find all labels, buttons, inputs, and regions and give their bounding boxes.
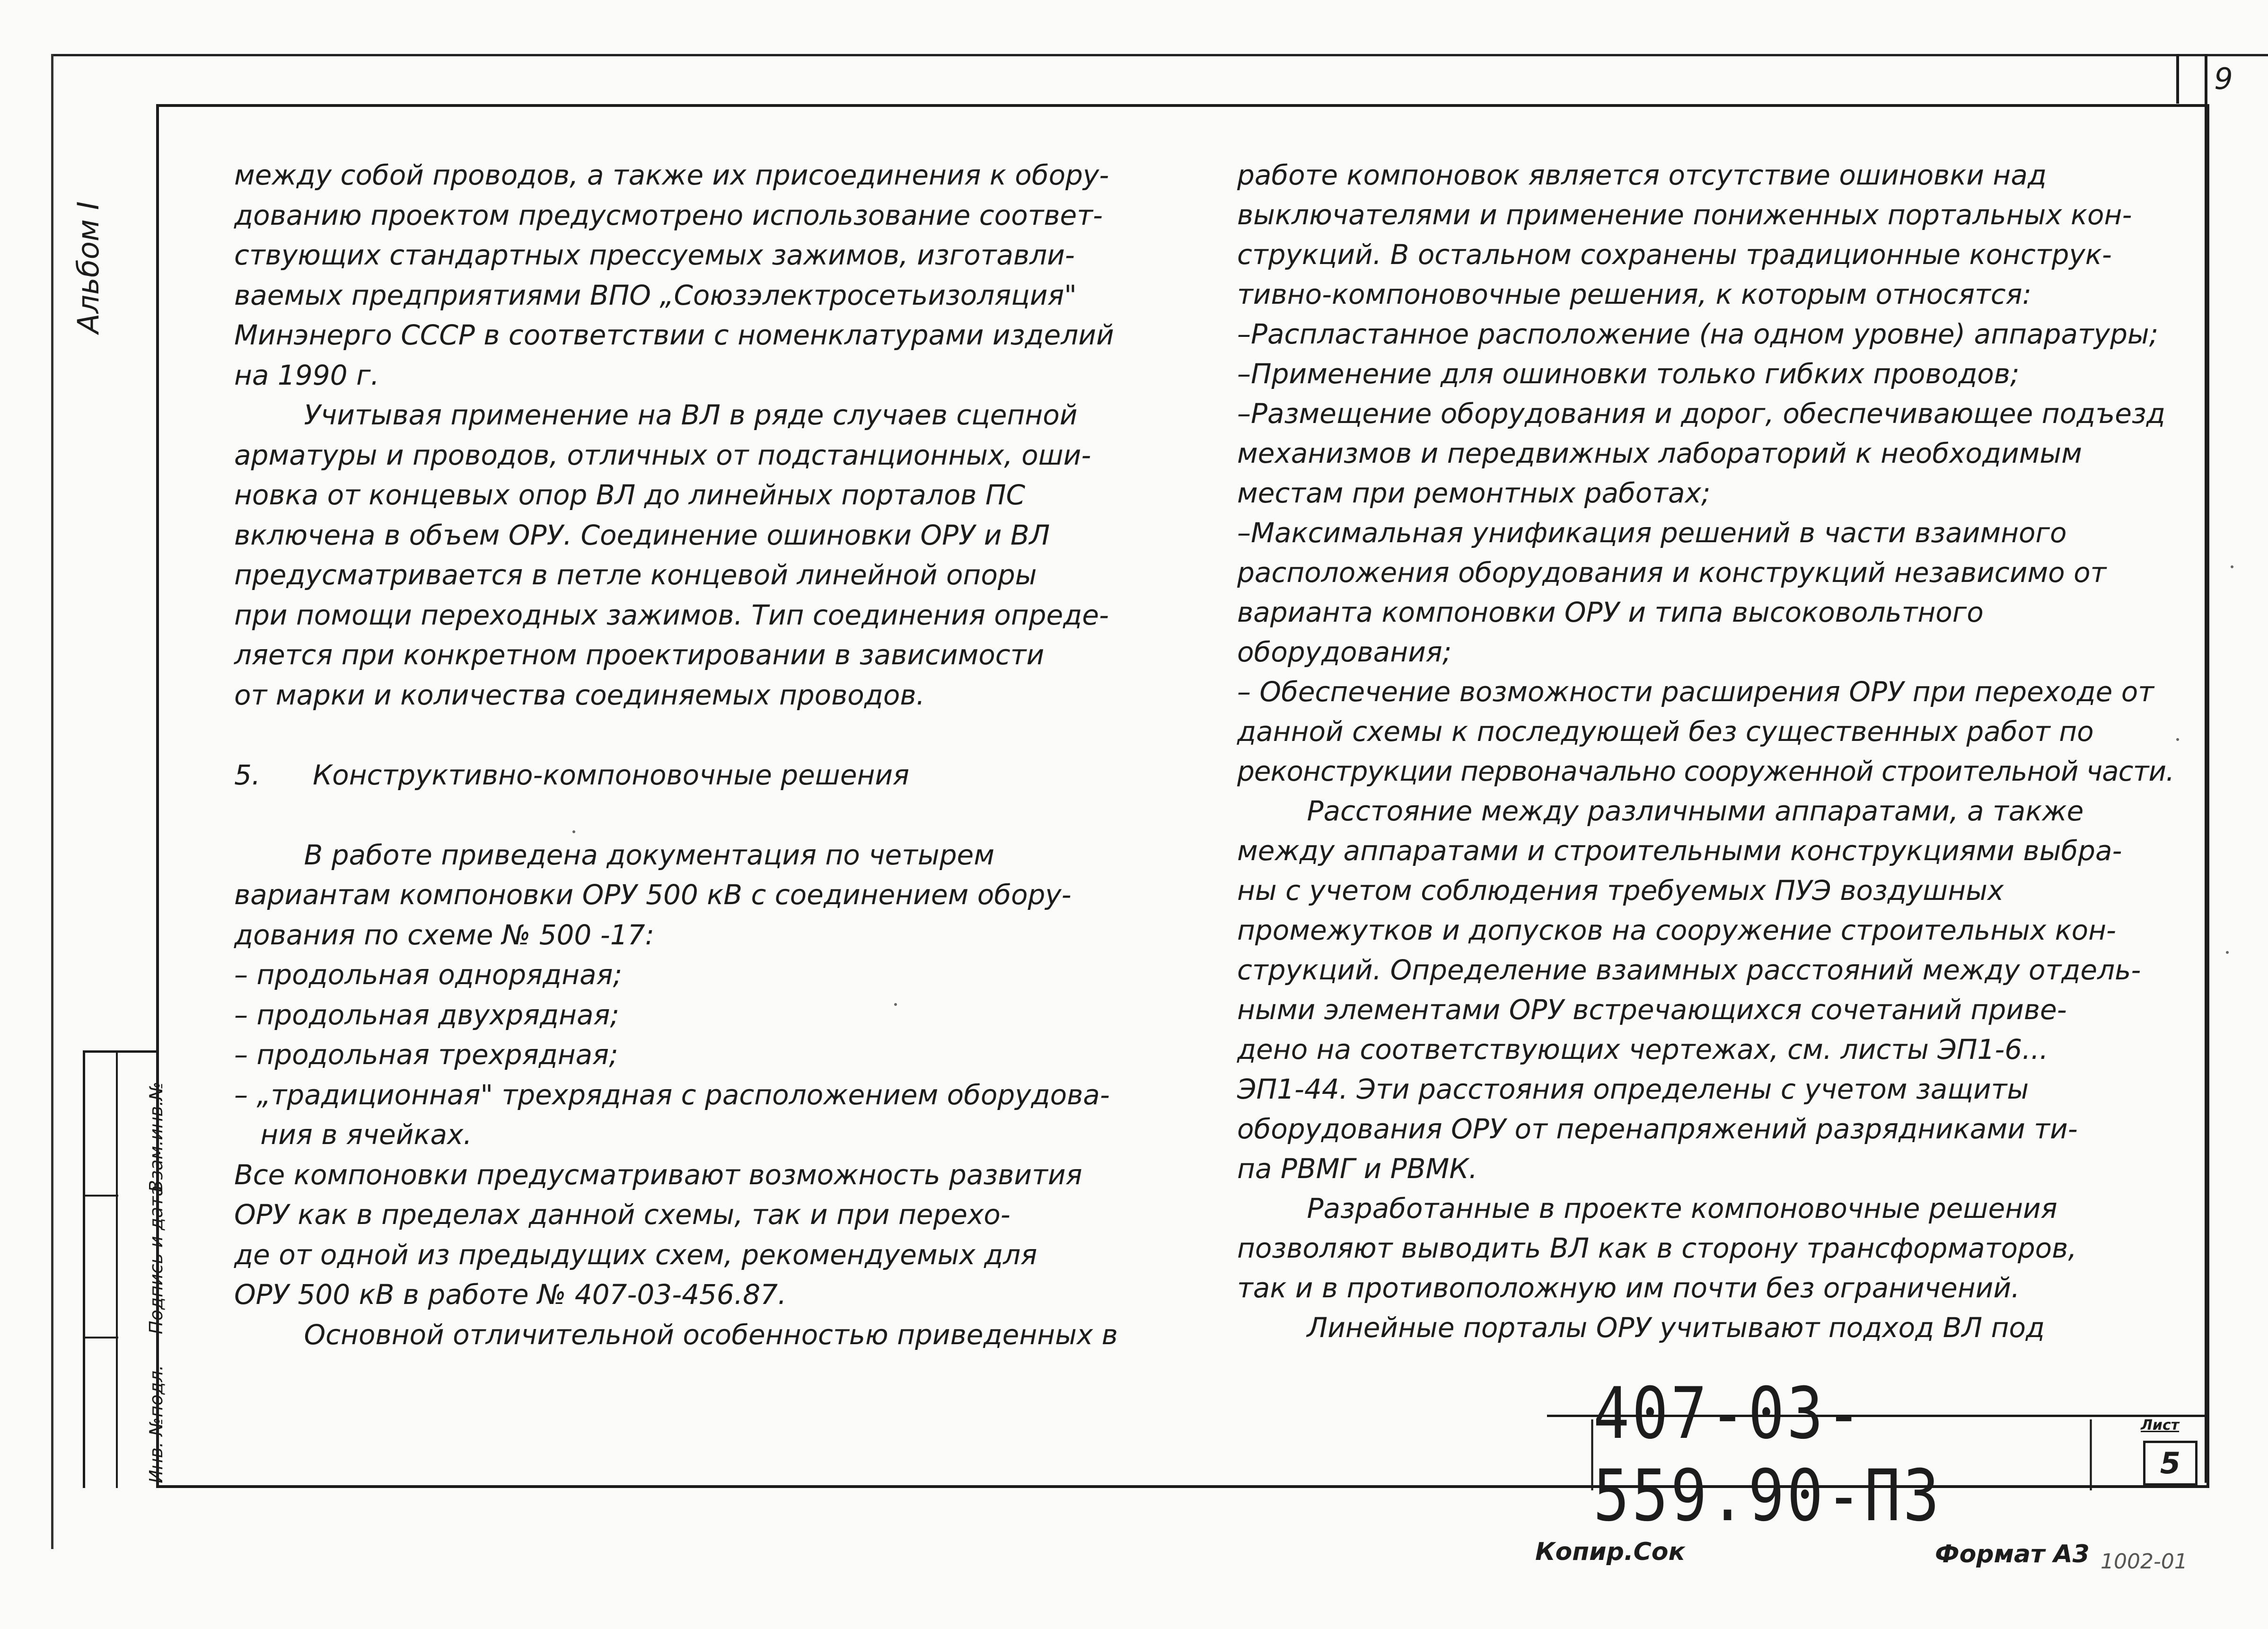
list-item: – „традиционная" трехрядная с расположением оборудова- (234, 1078, 1110, 1111)
left-text-column (234, 155, 1124, 1355)
text-line: ными элементами ОРУ встречающихся сочетаний приве- (1237, 994, 2067, 1026)
list-item: – продольная двухрядная; (234, 998, 619, 1031)
text-line: реконструкции первоначально сооруженной строительной части. (1237, 755, 2174, 787)
text-line: Минэнерго СССР в соответствии с номенклатурами изделий (234, 319, 1114, 351)
section-heading: 5. Конструктивно-компоновочные решения (234, 758, 910, 791)
text-line: выключателями и применение пониженных портальных кон- (1237, 199, 2132, 231)
text-line: ОРУ как в пределах данной схемы, так и при перехо- (234, 1198, 1011, 1231)
text-line: позволяют выводить ВЛ как в сторону трансформаторов, (1237, 1232, 2077, 1264)
text-line: ны с учетом соблюдения требуемых ПУЭ воздушных (1237, 874, 2004, 907)
scan-speck (894, 1003, 897, 1006)
document-code: 407-03-559.90-ПЗ (1591, 1419, 2092, 1490)
text-line: арматуры и проводов, отличных от подстанционных, оши- (234, 439, 1091, 471)
list-item: –Распластанное расположение (на одном уровне) аппаратуры; (1237, 318, 2159, 350)
sidebar-divider (85, 1337, 118, 1338)
text-line: Все компоновки предусматривают возможность развития (234, 1158, 1082, 1191)
text-line: дено на соответствующих чертежах, см. листы ЭП1-6... (1237, 1033, 2048, 1065)
text-line: расположения оборудования и конструкций независимо от (1237, 556, 2107, 589)
text-line: ЭП1-44. Эти расстояния определены с учетом защиты (1237, 1073, 2029, 1105)
text-line: па РВМГ и РВМК. (1237, 1153, 1478, 1185)
text-line: при помощи переходных зажимов. Тип соединения опреде- (234, 599, 1109, 631)
list-item: –Максимальная унификация решений в части взаимного (1237, 517, 2067, 549)
text-line: данной схемы к последующей без существенных работ по (1237, 715, 2094, 748)
list-item: – Обеспечение возможности расширения ОРУ при переходе от (1237, 676, 2154, 708)
text-line: Учитывая применение на ВЛ в ряде случаев сцепной (234, 399, 1078, 431)
text-line: новка от концевых опор ВЛ до линейных порталов ПС (234, 479, 1026, 511)
text-line: Расстояние между различными аппаратами, а также (1237, 795, 2084, 827)
text-line: между собой проводов, а также их присоединения к обору- (234, 159, 1109, 191)
text-line: Линейные порталы ОРУ учитывают подход ВЛ под (1237, 1312, 2045, 1344)
text-line: дованию проектом предусмотрено использование соответ- (234, 199, 1103, 231)
text-line: от марки и количества соединяемых проводов. (234, 678, 925, 711)
sidebar-divider (116, 1053, 118, 1488)
sidebar-divider (85, 1195, 118, 1197)
right-text-column (1237, 155, 2174, 1347)
copied-by: Копир.Сок (1535, 1538, 1685, 1566)
frame-right-edge (2205, 54, 2207, 1483)
sheet-label: Лист (2141, 1417, 2180, 1434)
text-line: варианта компоновки ОРУ и типа высоковольтного (1237, 596, 1984, 628)
paper-format: Формат А3 (1935, 1540, 2090, 1568)
text-line: оборудования ОРУ от перенапряжений разрядниками ти- (1237, 1113, 2078, 1145)
album-label: Альбом I (71, 201, 105, 334)
scan-speck (2176, 738, 2179, 741)
outer-frame-left (51, 54, 53, 1549)
list-item: –Размещение оборудования и дорог, обеспечивающее подъезд (1237, 397, 2165, 430)
blank-line (234, 715, 1124, 755)
text-line: предусматривается в петле концевой линейной опоры (234, 559, 1037, 591)
blank-line (234, 795, 1124, 835)
text-line: включена в объем ОРУ. Соединение ошиновки ОРУ и ВЛ (234, 519, 1050, 551)
page-number: 9 (2214, 62, 2233, 96)
text-line: В работе приведена документация по четырем (234, 838, 994, 871)
sidebar-field-signature: Подпись и дата (146, 1185, 167, 1334)
text-line: работе компоновок является отсутствие ошиновки над (1237, 159, 2047, 191)
text-line: струкций. В остальном сохранены традиционные конструк- (1237, 238, 2112, 271)
list-item: –Применение для ошиновки только гибких проводов; (1237, 358, 2020, 390)
sidebar-field-inv: Инв. №подл. (146, 1365, 167, 1483)
stamp-sidebar (83, 1050, 167, 1488)
sidebar-field-replace: Взам.инв.№ (146, 1082, 167, 1192)
text-line: тивно-компоновочные решения, к которым относятся: (1237, 278, 2032, 310)
text-line: на 1990 г. (234, 359, 379, 391)
text-line: между аппаратами и строительными конструкциями выбра- (1237, 835, 2122, 867)
text-line: струкций. Определение взаимных расстояний между отдель- (1237, 954, 2141, 986)
text-line: местам при ремонтных работах; (1237, 477, 1711, 509)
list-item: – продольная трехрядная; (234, 1039, 618, 1071)
text-line: дования по схеме № 500 -17: (234, 918, 655, 951)
text-line: промежутков и допусков на сооружение строительных кон- (1237, 914, 2116, 946)
sheet-number: 5 (2143, 1441, 2198, 1486)
text-line: ваемых предприятиями ВПО „Союзэлектросетьизоляция" (234, 279, 1077, 311)
list-item: ния в ячейках. (234, 1118, 472, 1151)
text-line: оборудования; (1237, 636, 1452, 668)
text-line: Основной отличительной особенностью приведенных в (234, 1318, 1118, 1351)
footer-code: 1002-01 (2101, 1550, 2188, 1574)
text-line: механизмов и передвижных лабораторий к необходимым (1237, 437, 2082, 469)
scan-speck (2226, 951, 2229, 954)
list-item: – продольная однорядная; (234, 959, 622, 991)
text-line: так и в противоположную им почти без ограничений. (1237, 1272, 2020, 1304)
text-line: Разработанные в проекте компоновочные решения (1237, 1192, 2057, 1224)
text-line: ствующих стандартных прессуемых зажимов, изготавли- (234, 239, 1075, 271)
text-line: ляется при конкретном проектировании в зависимости (234, 639, 1045, 671)
outer-frame-top (51, 54, 2268, 56)
page-top-number (2176, 54, 2268, 104)
text-line: ОРУ 500 кВ в работе № 407-03-456.87. (234, 1278, 787, 1311)
text-line: де от одной из предыдущих схем, рекомендуемых для (234, 1238, 1037, 1271)
scan-speck (572, 830, 575, 833)
text-line: вариантам компоновки ОРУ 500 кВ с соединением обору- (234, 879, 1072, 911)
scan-speck (2231, 565, 2233, 568)
